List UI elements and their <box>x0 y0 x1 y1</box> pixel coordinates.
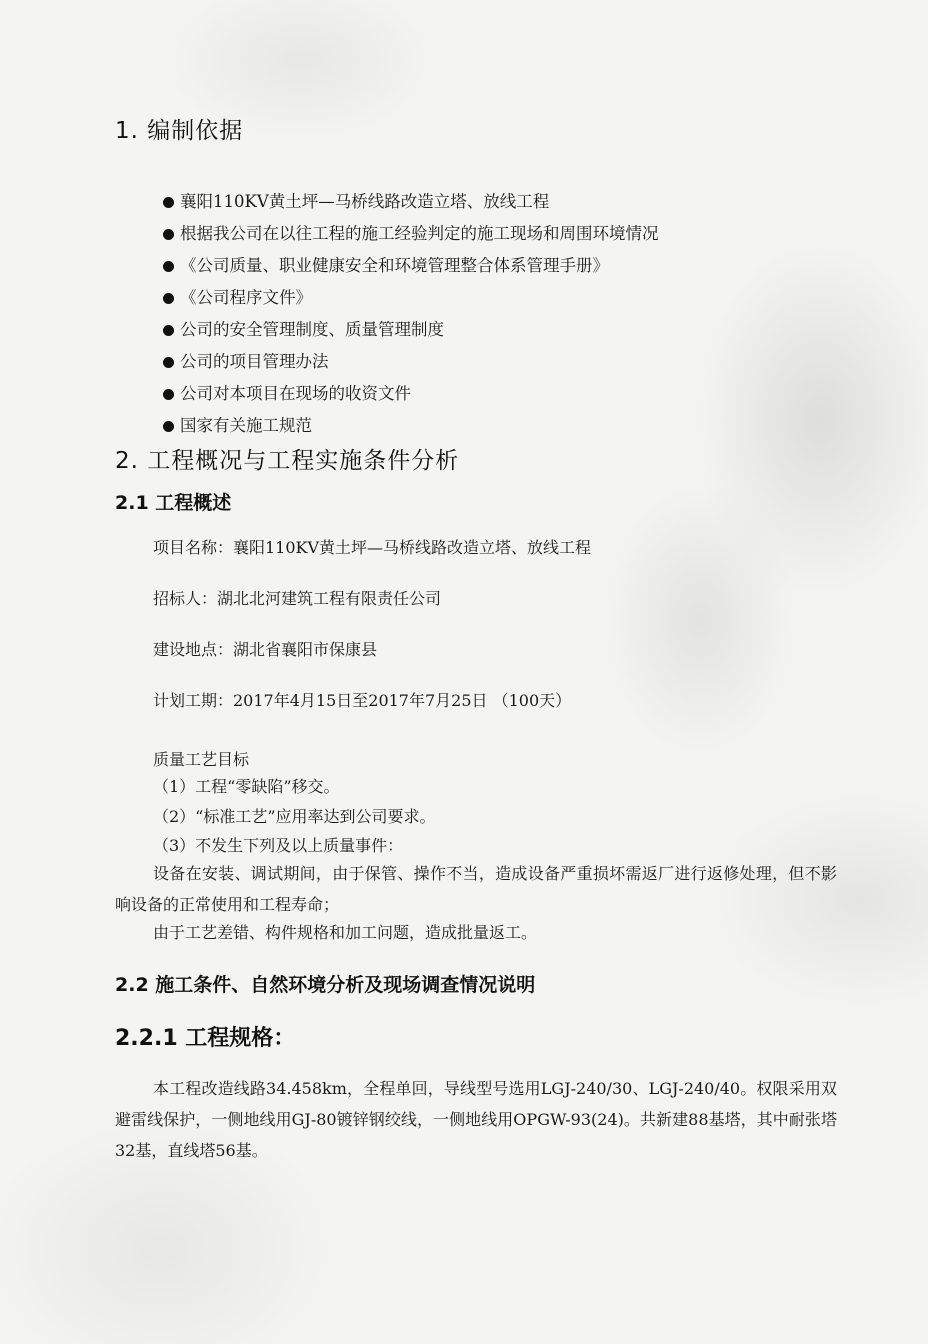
bullet-icon <box>163 389 174 400</box>
section-1-title: 1. 编制依据 <box>115 118 244 144</box>
quality-item: （2）“标准工艺”应用率达到公司要求。 <box>153 807 436 826</box>
quality-item: （3）不发生下列及以上质量事件： <box>153 836 404 855</box>
bullet-icon <box>163 357 174 368</box>
list-item: 公司对本项目在现场的收资文件 <box>163 378 659 410</box>
project-name: 项目名称：襄阳110KV黄土坪—马桥线路改造立塔、放线工程 <box>153 538 592 557</box>
construction-location: 建设地点：湖北省襄阳市保康县 <box>153 640 378 659</box>
list-item: 根据我公司在以往工程的施工经验判定的施工现场和周围环境情况 <box>163 218 659 250</box>
quality-item: （1）工程“零缺陷”移交。 <box>153 777 340 796</box>
section-2-title: 2. 工程概况与工程实施条件分析 <box>115 448 460 474</box>
bullet-icon <box>163 197 174 208</box>
list-item: 襄阳110KV黄土坪—马桥线路改造立塔、放线工程 <box>163 186 659 218</box>
basis-list <box>163 186 659 442</box>
bullet-icon <box>163 229 174 240</box>
list-item: 国家有关施工规范 <box>163 410 659 442</box>
bullet-icon <box>163 421 174 432</box>
planned-schedule: 计划工期：2017年4月15日至2017年7月25日 （100天） <box>153 691 572 710</box>
section-2-2-1-title: 2.2.1 工程规格： <box>115 1026 296 1051</box>
page-edge <box>928 0 950 1344</box>
section-2-1-title: 2.1 工程概述 <box>115 492 232 514</box>
list-item: 公司的项目管理办法 <box>163 346 659 378</box>
list-item: 《公司质量、职业健康安全和环境管理整合体系管理手册》 <box>163 250 659 282</box>
section-2-2-title: 2.2 施工条件、自然环境分析及现场调查情况说明 <box>115 974 536 996</box>
quality-target-title: 质量工艺目标 <box>153 750 250 769</box>
list-item: 公司的安全管理制度、质量管理制度 <box>163 314 659 346</box>
engineering-spec-paragraph: 本工程改造线路34.458km，全程单回，导线型号选用LGJ-240/30、LGJ-240/40。权限采用双避雷线保护，一侧地线用GJ-80镀锌钢绞线，一侧地线用OPGW-93(24)。共新建88基塔，其中耐张塔32基，直线塔56基。 <box>115 1079 837 1160</box>
quality-event-paragraph: 设备在安装、调试期间，由于保管、操作不当，造成设备严重损坏需返厂进行返修处理，但不影响设备的正常使用和工程寿命； <box>115 864 837 914</box>
bullet-icon <box>163 293 174 304</box>
quality-event-paragraph-2: 由于工艺差错、构件规格和加工问题，造成批量返工。 <box>153 923 538 942</box>
bullet-icon <box>163 325 174 336</box>
list-item: 《公司程序文件》 <box>163 282 659 314</box>
bullet-icon <box>163 261 174 272</box>
tenderer: 招标人：湖北北河建筑工程有限责任公司 <box>153 589 442 608</box>
